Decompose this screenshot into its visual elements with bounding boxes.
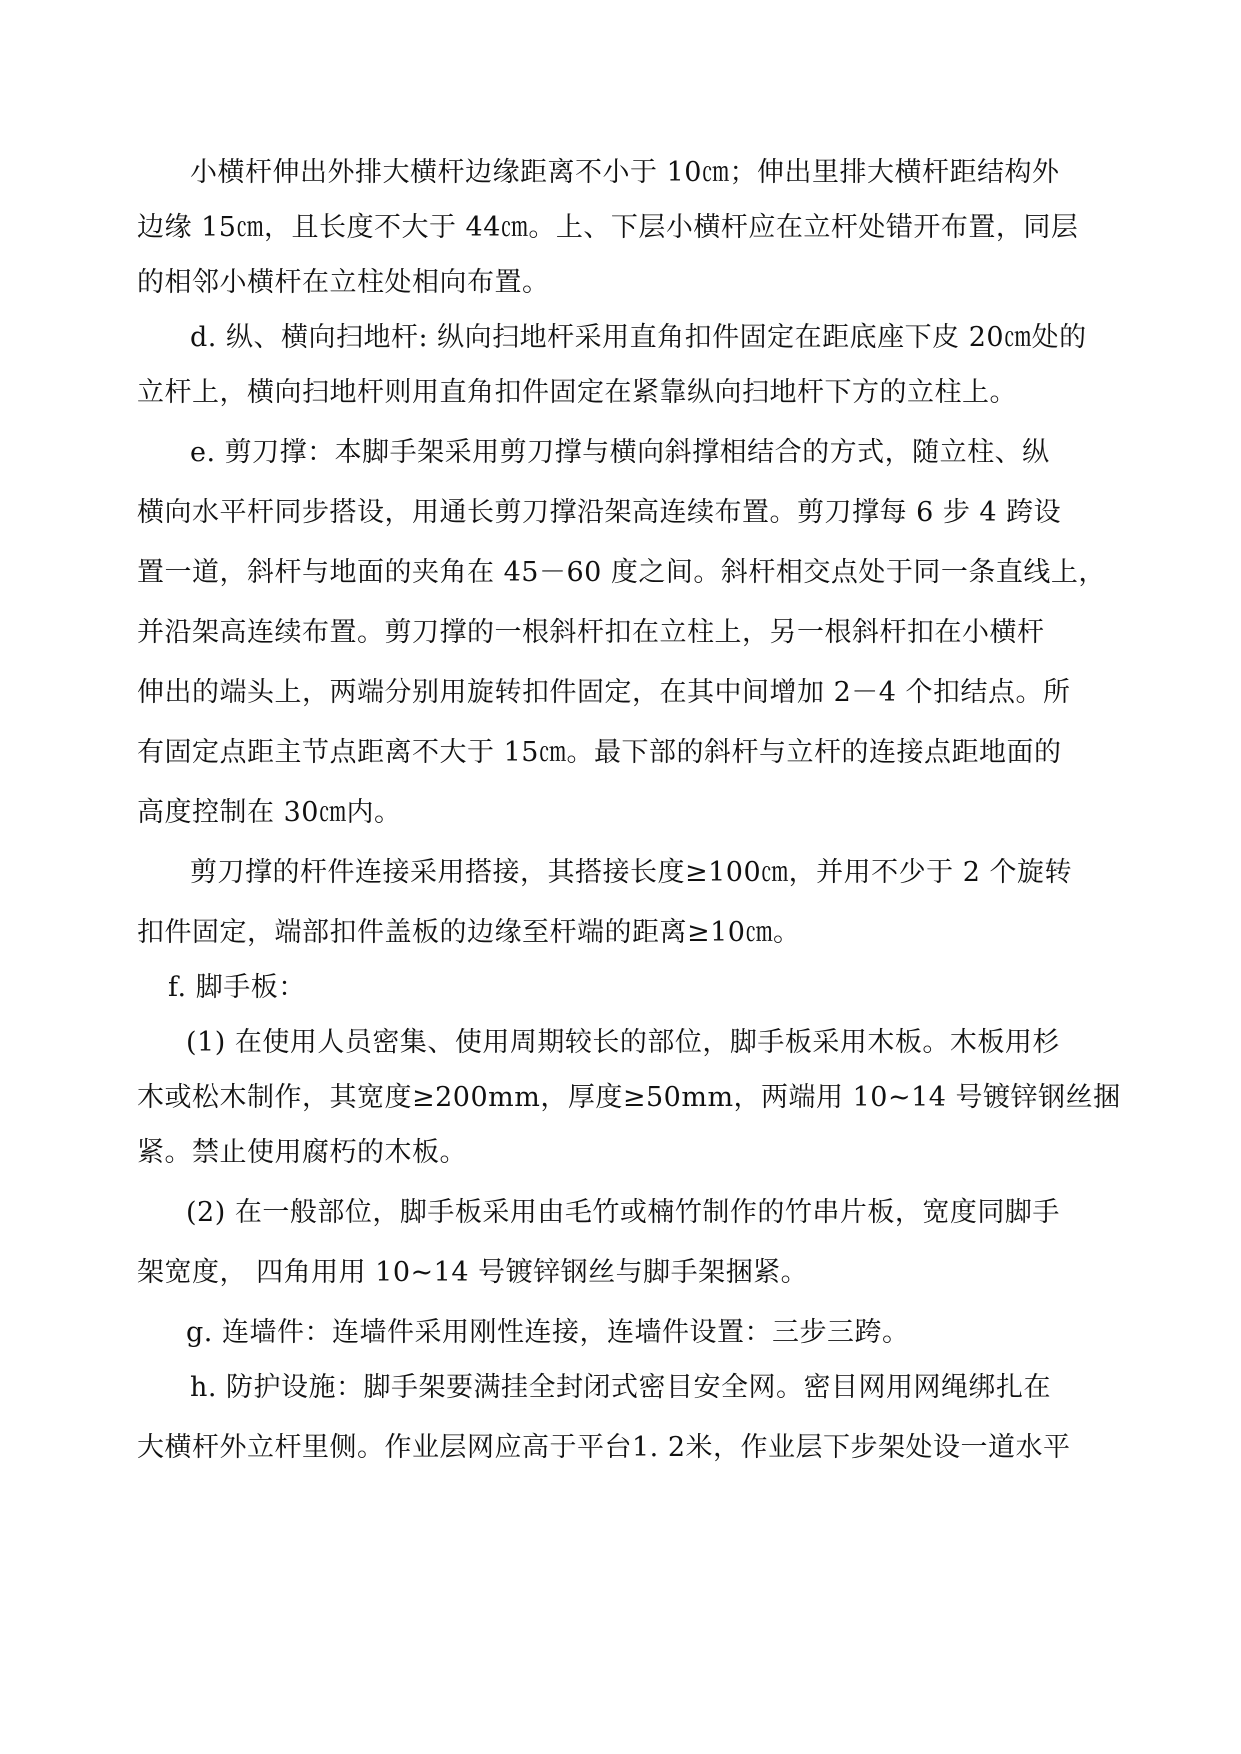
text-line: d. 纵、横向扫地杆: 纵向扫地杆采用直角扣件固定在距底座下皮 20㎝处的 — [190, 322, 1087, 353]
text-line: f. 脚手板： — [168, 972, 306, 1003]
text-line: 的相邻小横杆在立柱处相向布置。 — [137, 267, 550, 298]
text-line: 边缘 15㎝，且长度不大于 44㎝。上、下层小横杆应在立杆处错开布置，同层 — [137, 212, 1079, 243]
text-line: 并沿架高连续布置。剪刀撑的一根斜杆扣在立柱上，另一根斜杆扣在小横杆 — [137, 617, 1045, 648]
text-line: 大横杆外立杆里侧。作业层网应高于平台1. 2米，作业层下步架处设一道水平 — [137, 1432, 1071, 1463]
text-line: 扣件固定，端部扣件盖板的边缘至杆端的距离≥10㎝。 — [137, 917, 801, 948]
text-line: 立杆上，横向扫地杆则用直角扣件固定在紧靠纵向扫地杆下方的立柱上。 — [137, 377, 1017, 408]
text-line: (2) 在一般部位，脚手板采用由毛竹或楠竹制作的竹串片板，宽度同脚手 — [186, 1197, 1060, 1228]
text-line: 有固定点距主节点距离不大于 15㎝。最下部的斜杆与立杆的连接点距地面的 — [137, 737, 1062, 768]
text-line: 木或松木制作，其宽度≥200mm，厚度≥50mm，两端用 10~14 号镀锌钢丝捆 — [137, 1082, 1121, 1113]
text-line: 横向水平杆同步搭设，用通长剪刀撑沿架高连续布置。剪刀撑每 6 步 4 跨设 — [137, 497, 1062, 528]
text-line: h. 防护设施：脚手架要满挂全封闭式密目安全网。密目网用网绳绑扎在 — [190, 1372, 1052, 1403]
text-line: g. 连墙件：连墙件采用刚性连接，连墙件设置：三步三跨。 — [186, 1317, 910, 1348]
text-line: 高度控制在 30㎝内。 — [137, 797, 402, 828]
text-line: 伸出的端头上，两端分别用旋转扣件固定，在其中间增加 2－4 个扣结点。所 — [137, 677, 1071, 708]
text-line: e. 剪刀撑：本脚手架采用剪刀撑与横向斜撑相结合的方式，随立柱、纵 — [190, 437, 1050, 468]
text-line: 剪刀撑的杆件连接采用搭接，其搭接长度≥100㎝，并用不少于 2 个旋转 — [190, 857, 1072, 888]
text-line: (1) 在使用人员密集、使用周期较长的部位，脚手板采用木板。木板用杉 — [186, 1027, 1060, 1058]
text-line: 小横杆伸出外排大横杆边缘距离不小于 10㎝；伸出里排大横杆距结构外 — [190, 157, 1060, 188]
text-line: 架宽度， 四角用用 10~14 号镀锌钢丝与脚手架捆紧。 — [137, 1257, 809, 1288]
text-line: 紧。禁止使用腐朽的木板。 — [137, 1137, 467, 1168]
text-line: 置一道，斜杆与地面的夹角在 45－60 度之间。斜杆相交点处于同一条直线上， — [137, 557, 1106, 588]
